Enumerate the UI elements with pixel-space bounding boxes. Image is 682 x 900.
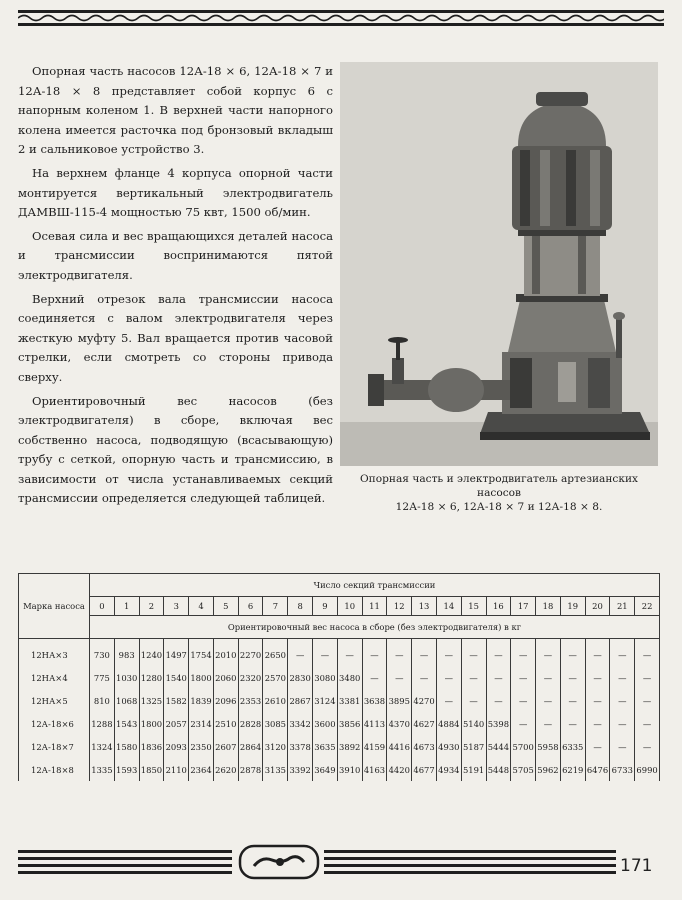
weight-cell: 3892 bbox=[337, 735, 362, 758]
section-number-header: 13 bbox=[412, 597, 437, 616]
weight-cell: 3342 bbox=[288, 712, 313, 735]
page-number: 171 bbox=[620, 856, 653, 876]
section-number-header: 3 bbox=[164, 597, 189, 616]
weight-cell: 3600 bbox=[313, 712, 338, 735]
weight-cell: 6219 bbox=[560, 758, 585, 781]
paragraph: Верхний отрезок вала трансмиссии насоса соединяется с валом электродвигателя через жесткую муфту 5. Вал вращается против часовой стрелки, если смотреть со стороны привода сверху. bbox=[18, 291, 333, 384]
pump-mark-cell: 12НА×4 bbox=[19, 666, 90, 689]
weight-cell: 3378 bbox=[288, 735, 313, 758]
weight-cell: — bbox=[610, 639, 635, 667]
weight-cell: — bbox=[560, 689, 585, 712]
weight-cell: — bbox=[610, 712, 635, 735]
weight-cell: — bbox=[511, 666, 536, 689]
weight-cell: — bbox=[585, 666, 610, 689]
weight-cell: — bbox=[635, 735, 660, 758]
table-row bbox=[19, 639, 660, 667]
weight-cell: 2353 bbox=[238, 689, 263, 712]
weight-cell: — bbox=[436, 666, 461, 689]
weight-cell: 4370 bbox=[387, 712, 412, 735]
weight-cell: 4159 bbox=[362, 735, 387, 758]
weight-cell: 4270 bbox=[412, 689, 437, 712]
weight-cell: 1593 bbox=[114, 758, 139, 781]
section-number-header: 8 bbox=[288, 597, 313, 616]
weight-cell: 4884 bbox=[436, 712, 461, 735]
weight-cell: 2830 bbox=[288, 666, 313, 689]
section-number-header: 11 bbox=[362, 597, 387, 616]
weight-cell: — bbox=[635, 666, 660, 689]
weight-cell: 1800 bbox=[139, 712, 164, 735]
weight-cell: — bbox=[387, 666, 412, 689]
weight-cell: 2010 bbox=[213, 639, 238, 667]
weight-cell: 2096 bbox=[213, 689, 238, 712]
weight-cell: 2878 bbox=[238, 758, 263, 781]
weight-cell: 3124 bbox=[313, 689, 338, 712]
weight-cell: 2057 bbox=[164, 712, 189, 735]
weight-cell: — bbox=[560, 639, 585, 667]
weight-cell: — bbox=[585, 712, 610, 735]
table-row bbox=[19, 735, 660, 758]
weight-cell: 5958 bbox=[536, 735, 561, 758]
weight-cell: 1068 bbox=[114, 689, 139, 712]
top-decorative-border bbox=[18, 10, 664, 26]
section-number-header: 20 bbox=[585, 597, 610, 616]
weight-cell: — bbox=[387, 639, 412, 667]
table-row bbox=[19, 758, 660, 781]
paragraph: На верхнем фланце 4 корпуса опорной части монтируется вертикальный электродвигатель ДАМВШ-115-4 мощностью 75 квт, 1500 об/мин. bbox=[18, 165, 333, 220]
weight-cell: 2867 bbox=[288, 689, 313, 712]
section-numbers-row bbox=[19, 597, 660, 616]
weight-cell: — bbox=[436, 689, 461, 712]
weight-cell: 3895 bbox=[387, 689, 412, 712]
weight-cell: 6733 bbox=[610, 758, 635, 781]
weight-cell: — bbox=[635, 639, 660, 667]
weight-cell: — bbox=[635, 712, 660, 735]
section-number-header: 1 bbox=[114, 597, 139, 616]
weight-cell: 3856 bbox=[337, 712, 362, 735]
weight-cell: — bbox=[486, 689, 511, 712]
weight-cell: — bbox=[610, 666, 635, 689]
weight-cell: 1543 bbox=[114, 712, 139, 735]
weight-cell: 3120 bbox=[263, 735, 288, 758]
pump-mark-cell: 12НА×3 bbox=[19, 639, 90, 667]
weight-cell: 5191 bbox=[461, 758, 486, 781]
section-number-header: 7 bbox=[263, 597, 288, 616]
weight-cell: — bbox=[585, 689, 610, 712]
caption-line: 12А-18 × 6, 12А-18 × 7 и 12А-18 × 8. bbox=[395, 501, 603, 513]
weight-cell: 1836 bbox=[139, 735, 164, 758]
weight-cell: 1839 bbox=[189, 689, 214, 712]
weight-cell: 1325 bbox=[139, 689, 164, 712]
weight-cell: — bbox=[536, 639, 561, 667]
weight-table bbox=[18, 573, 660, 829]
weight-cell: 3638 bbox=[362, 689, 387, 712]
weight-cell: 3910 bbox=[337, 758, 362, 781]
weight-cell: 4677 bbox=[412, 758, 437, 781]
weight-cell: 1280 bbox=[139, 666, 164, 689]
weight-cell: 775 bbox=[90, 666, 115, 689]
weight-cell: 1288 bbox=[90, 712, 115, 735]
weight-cell: — bbox=[511, 689, 536, 712]
weight-cell: 1850 bbox=[139, 758, 164, 781]
weight-cell: 5140 bbox=[461, 712, 486, 735]
weight-cell: 3080 bbox=[313, 666, 338, 689]
weight-cell: — bbox=[511, 712, 536, 735]
section-number-header: 17 bbox=[511, 597, 536, 616]
weight-cell: 1754 bbox=[189, 639, 214, 667]
section-number-header: 0 bbox=[90, 597, 115, 616]
table-row bbox=[19, 689, 660, 712]
weight-cell: — bbox=[436, 639, 461, 667]
weight-cell: 2510 bbox=[213, 712, 238, 735]
weight-cell: — bbox=[511, 639, 536, 667]
section-number-header: 2 bbox=[139, 597, 164, 616]
section-number-header: 16 bbox=[486, 597, 511, 616]
weight-cell: 1240 bbox=[139, 639, 164, 667]
table-row bbox=[19, 712, 660, 735]
weight-cell: — bbox=[461, 666, 486, 689]
weight-cell: 5448 bbox=[486, 758, 511, 781]
weight-cell: — bbox=[536, 689, 561, 712]
weight-cell: 1497 bbox=[164, 639, 189, 667]
section-number-header: 4 bbox=[189, 597, 214, 616]
caption-line: Опорная часть и электродвигатель артезианских насосов bbox=[359, 473, 639, 499]
weight-cell: 2620 bbox=[213, 758, 238, 781]
weight-cell: 2650 bbox=[263, 639, 288, 667]
weight-cell: 1324 bbox=[90, 735, 115, 758]
paragraph: Ориентировочный вес насосов (без электродвигателя) в сборе, включая вес собственно насоса, подводящую (всасывающую) трубу с сеткой, опорную часть и трансмиссию, в зависимости от числа устанавливаемых секций трансмиссии определяется следующей таблицей. bbox=[18, 393, 333, 506]
weight-cell: 2060 bbox=[213, 666, 238, 689]
weight-cell: 4934 bbox=[436, 758, 461, 781]
weight-cell: 4163 bbox=[362, 758, 387, 781]
weight-cell: — bbox=[560, 666, 585, 689]
weight-cell: — bbox=[337, 639, 362, 667]
photo-caption bbox=[338, 472, 660, 514]
weight-cell: — bbox=[610, 689, 635, 712]
weight-cell: 2607 bbox=[213, 735, 238, 758]
weight-cell: — bbox=[536, 666, 561, 689]
weight-cell: 1582 bbox=[164, 689, 189, 712]
weight-cell: 3392 bbox=[288, 758, 313, 781]
weight-cell: 5398 bbox=[486, 712, 511, 735]
table-row bbox=[19, 666, 660, 689]
bottom-decorative-border bbox=[18, 842, 664, 882]
weight-cell: 2270 bbox=[238, 639, 263, 667]
weight-cell: 3635 bbox=[313, 735, 338, 758]
weight-cell: 2320 bbox=[238, 666, 263, 689]
weight-cell: 1580 bbox=[114, 735, 139, 758]
weight-cell: — bbox=[461, 689, 486, 712]
weight-cell: — bbox=[635, 689, 660, 712]
weight-cell: — bbox=[461, 639, 486, 667]
weight-cell: 2570 bbox=[263, 666, 288, 689]
section-number-header: 14 bbox=[436, 597, 461, 616]
weight-cell: 5962 bbox=[536, 758, 561, 781]
weight-cell: 5187 bbox=[461, 735, 486, 758]
weight-cell: 2610 bbox=[263, 689, 288, 712]
weight-cell: 6335 bbox=[560, 735, 585, 758]
weight-cell: — bbox=[412, 666, 437, 689]
sections-header: Число секций трансмиссии bbox=[90, 574, 660, 597]
weight-cell: — bbox=[585, 735, 610, 758]
weight-cell: 1800 bbox=[189, 666, 214, 689]
weight-cell: — bbox=[313, 639, 338, 667]
weight-cell: 3085 bbox=[263, 712, 288, 735]
weight-cell: 3381 bbox=[337, 689, 362, 712]
weight-cell: 4673 bbox=[412, 735, 437, 758]
weight-cell: 4113 bbox=[362, 712, 387, 735]
weight-cell: 4627 bbox=[412, 712, 437, 735]
weight-cell: — bbox=[362, 639, 387, 667]
section-number-header: 6 bbox=[238, 597, 263, 616]
weight-cell: 5705 bbox=[511, 758, 536, 781]
weight-cell: 810 bbox=[90, 689, 115, 712]
mark-column-header: Марка насоса bbox=[19, 574, 90, 639]
weight-cell: — bbox=[362, 666, 387, 689]
pump-motor-photo bbox=[340, 62, 658, 466]
weight-cell: — bbox=[585, 639, 610, 667]
weight-cell: 5700 bbox=[511, 735, 536, 758]
paragraph: Опорная часть насосов 12А-18 × 6, 12А-18 × 7 и 12А-18 × 8 представляет собой корпус 6 с напорным коленом 1. В верхней части напорного колена имеется расточка под бронзовый вкладыш 2 и сальниковое устройство 3. bbox=[18, 64, 333, 157]
section-number-header: 5 bbox=[213, 597, 238, 616]
weight-cell: 1335 bbox=[90, 758, 115, 781]
weight-cell: 2350 bbox=[189, 735, 214, 758]
weight-cell: 3480 bbox=[337, 666, 362, 689]
weight-cell: 6476 bbox=[585, 758, 610, 781]
weight-cell: 2110 bbox=[164, 758, 189, 781]
weight-cell: 4420 bbox=[387, 758, 412, 781]
section-number-header: 22 bbox=[635, 597, 660, 616]
weight-cell: 4930 bbox=[436, 735, 461, 758]
section-number-header: 9 bbox=[313, 597, 338, 616]
body-text bbox=[18, 62, 333, 513]
weight-cell: — bbox=[536, 712, 561, 735]
section-number-header: 19 bbox=[560, 597, 585, 616]
pump-mark-cell: 12А-18×6 bbox=[19, 712, 90, 735]
weight-cell: — bbox=[486, 639, 511, 667]
weight-cell: 4416 bbox=[387, 735, 412, 758]
weight-table-grid bbox=[18, 573, 660, 781]
weight-cell: — bbox=[288, 639, 313, 667]
pump-mark-cell: 12А-18×8 bbox=[19, 758, 90, 781]
weight-cell: — bbox=[486, 666, 511, 689]
section-number-header: 12 bbox=[387, 597, 412, 616]
weight-cell: 730 bbox=[90, 639, 115, 667]
weight-cell: 2093 bbox=[164, 735, 189, 758]
weight-cell: — bbox=[412, 639, 437, 667]
weight-cell: 2828 bbox=[238, 712, 263, 735]
weight-cell: 3649 bbox=[313, 758, 338, 781]
weight-cell: 983 bbox=[114, 639, 139, 667]
weight-cell: 2364 bbox=[189, 758, 214, 781]
weight-cell: — bbox=[560, 712, 585, 735]
weight-cell: 6990 bbox=[635, 758, 660, 781]
section-number-header: 15 bbox=[461, 597, 486, 616]
weight-cell: 2314 bbox=[189, 712, 214, 735]
weight-cell: 1540 bbox=[164, 666, 189, 689]
weight-cell: — bbox=[610, 735, 635, 758]
weight-cell: 5444 bbox=[486, 735, 511, 758]
section-number-header: 18 bbox=[536, 597, 561, 616]
paragraph: Осевая сила и вес вращающихся деталей насоса и трансмиссии воспринимаются пятой электродвигателя. bbox=[18, 228, 333, 282]
section-number-header: 21 bbox=[610, 597, 635, 616]
pump-mark-cell: 12НА×5 bbox=[19, 689, 90, 712]
weight-header: Ориентировочный вес насоса в сборе (без электродвигателя) в кг bbox=[90, 616, 660, 639]
weight-cell: 3135 bbox=[263, 758, 288, 781]
pump-mark-cell: 12А-18×7 bbox=[19, 735, 90, 758]
weight-cell: 2864 bbox=[238, 735, 263, 758]
section-number-header: 10 bbox=[337, 597, 362, 616]
weight-cell: 1030 bbox=[114, 666, 139, 689]
